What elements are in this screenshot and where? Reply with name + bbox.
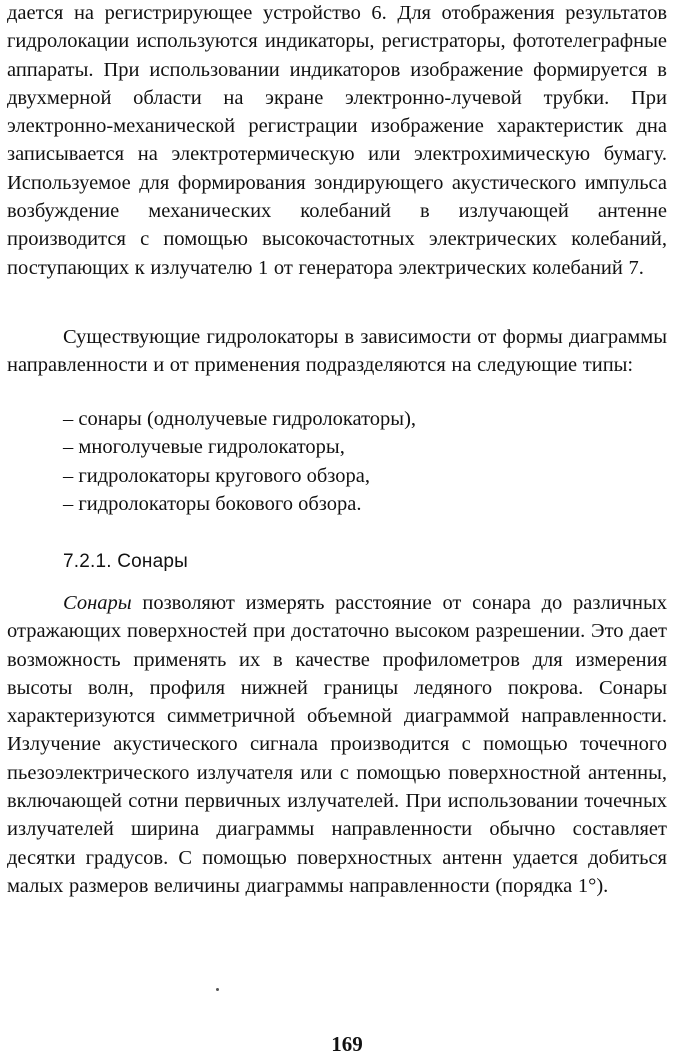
paragraph-3-lead-term: Сонары — [63, 592, 132, 614]
document-page — [7, 0, 667, 1061]
list-item: – гидролокаторы бокового обзора. — [63, 492, 362, 515]
stray-dot — [216, 988, 219, 991]
sonar-types-list — [63, 405, 416, 518]
list-item: – сонары (однолучевые гидролокаторы), — [63, 408, 417, 430]
paragraph-3 — [7, 589, 667, 900]
list-item: – многолучевые гидролокаторы, — [63, 436, 345, 459]
list-item: – гидролокаторы кругового обзора, — [63, 464, 370, 487]
page-number: 169 — [331, 1032, 363, 1056]
paragraph-1: дается на регистрирующее устройство 6. Для отображения результатов гидролокации используются индикаторы, регистраторы, фототелеграфные аппараты. При использовании индикаторов изображение формируется в двухмерной области на экране электронно-лучевой трубки. При электронно-механической регистрации изображение характеристик дна записывается на электротермическую или электрохимическую бумагу. Используемое для формирования зондирующего акустического импульса возбуждение механических колебаний в излучающей антенне производится с помощью высокочастотных электрических колебаний, поступающих к излучателю 1 от генератора электрических колебаний 7. — [7, 2, 667, 279]
section-heading: 7.2.1. Сонары — [63, 551, 188, 572]
paragraph-2: Существующие гидролокаторы в зависимости от формы диаграммы направленности и от применения подразделяются на следующие типы: — [7, 326, 667, 377]
paragraph-3-body: позволяют измерять расстояние от сонара до различных отражающих поверхностей при достаточно высоком разрешении. Это дает возможность применять их в качестве профилометров для измерения высоты волн, профиля нижней границы ледяного покрова. Сонары характеризуются симметричной объемной диаграммой направленности. Излучение акустического сигнала производится с помощью точечного пьезоэлектрического излучателя или с помощью поверхностной антенны, включающей сотни первичных излучателей. При использовании точечных излучателей ширина диаграммы направленности обычно составляет десятки градусов. С помощью поверхностных антенн удается добиться малых размеров величины диаграммы направленности (порядка 1°). — [7, 592, 667, 897]
